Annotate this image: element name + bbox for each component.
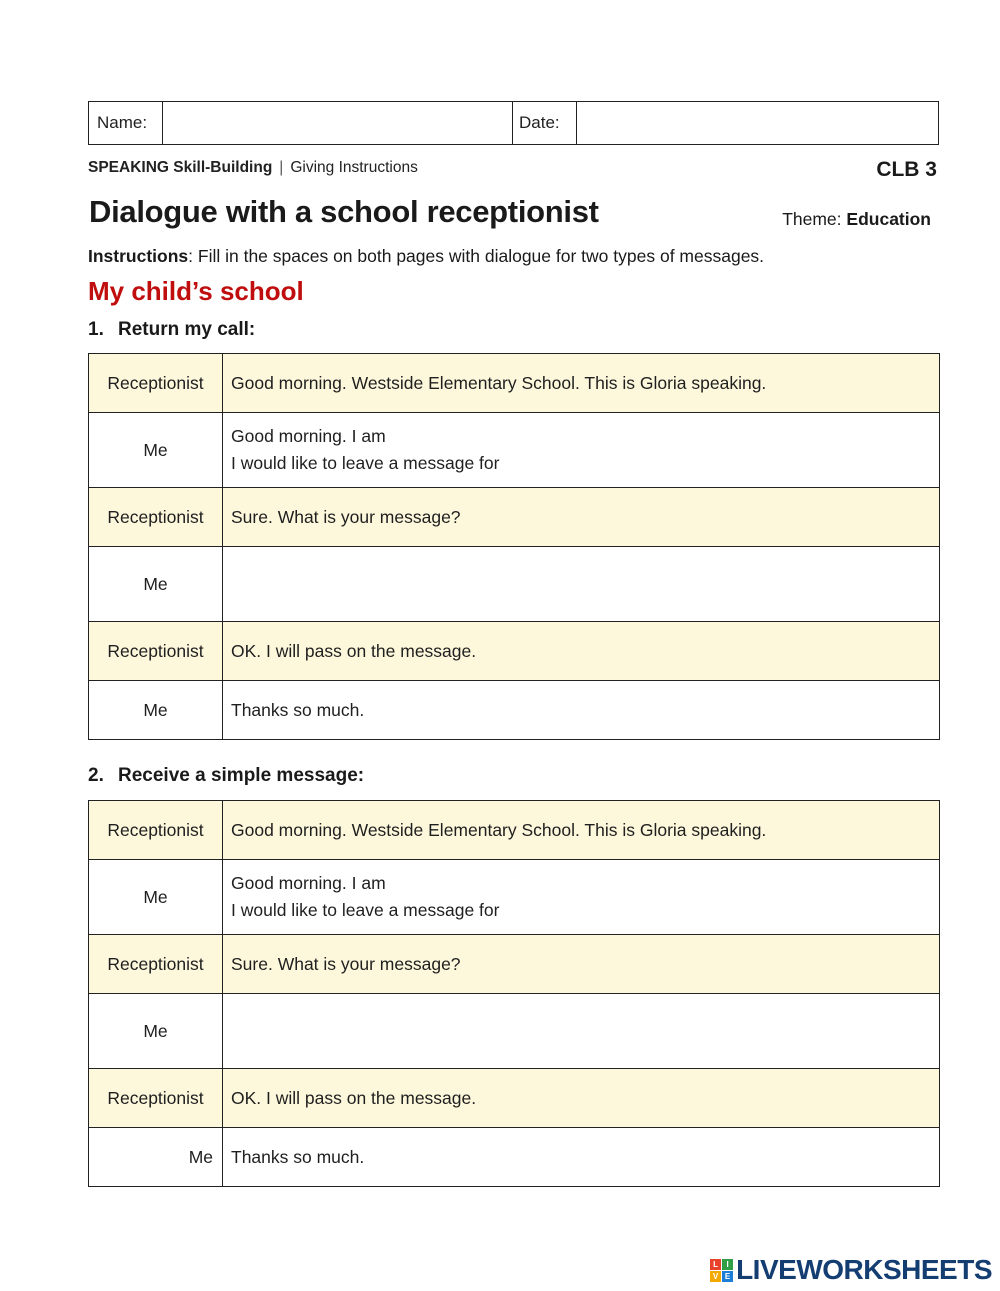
line-cell (223, 622, 940, 681)
dialogue-1-title: Return my call: (118, 319, 256, 340)
table-row (89, 1069, 940, 1128)
logo-letter: V (710, 1271, 721, 1282)
line-cell (223, 488, 940, 547)
line-text: Good morning. I am (231, 426, 386, 446)
dialogue-1-number: 1. (88, 319, 104, 340)
speaker-cell: Receptionist (89, 935, 223, 994)
table-row (89, 994, 940, 1069)
line-cell (223, 801, 940, 860)
line-text: Good morning. Westside Elementary School. This is Gloria speaking. (231, 819, 767, 840)
logo-text: LIVEWORKSHEETS (736, 1254, 992, 1285)
dialogue-2-number: 2. (88, 765, 104, 786)
speaker-cell: Receptionist (89, 801, 223, 860)
line-cell (223, 681, 940, 740)
table-row (89, 354, 940, 413)
table-row (89, 681, 940, 740)
dialogue-2-table (88, 800, 940, 1187)
skill-label: SPEAKING Skill-Building (88, 159, 273, 176)
name-field[interactable] (163, 102, 513, 144)
dialogue-2-heading (88, 765, 364, 787)
speaker-cell: Me (89, 1128, 223, 1187)
speaker-cell: Receptionist (89, 354, 223, 413)
line-text: Good morning. Westside Elementary School. This is Gloria speaking. (231, 372, 767, 393)
line-text: OK. I will pass on the message. (231, 1087, 477, 1108)
table-row (89, 622, 940, 681)
line-cell (223, 1069, 940, 1128)
name-label: Name: (89, 102, 163, 144)
liveworksheets-logo[interactable] (710, 1254, 992, 1286)
theme-label: Theme: (782, 209, 842, 229)
subheading-separator: | (279, 159, 284, 176)
logo-mark-icon (710, 1259, 733, 1282)
date-label: Date: (513, 102, 577, 144)
logo-letter: I (722, 1259, 733, 1270)
line-cell (223, 935, 940, 994)
line-text: Good morning. I am (231, 873, 386, 893)
line-text: OK. I will pass on the message. (231, 640, 477, 661)
topic-label: Giving Instructions (290, 159, 418, 176)
instructions-text: : Fill in the spaces on both pages with dialogue for two types of messages. (188, 246, 765, 266)
answer-cell[interactable] (223, 994, 940, 1069)
line-text: Thanks so much. (231, 699, 365, 720)
subheading (88, 159, 418, 177)
dialogue-2-title: Receive a simple message: (118, 765, 365, 786)
speaker-cell: Receptionist (89, 1069, 223, 1128)
answer-cell[interactable] (223, 547, 940, 622)
line-cell (223, 1128, 940, 1187)
dialogue-1-table (88, 353, 940, 740)
line-text: Sure. What is your message? (231, 953, 461, 974)
date-field[interactable] (577, 102, 938, 144)
table-row (89, 935, 940, 994)
speaker-cell: Receptionist (89, 622, 223, 681)
speaker-cell: Me (89, 413, 223, 488)
answer-cell[interactable] (223, 860, 940, 935)
table-row (89, 801, 940, 860)
section-title: My child’s school (88, 276, 304, 306)
dialogue-1-heading (88, 319, 255, 341)
table-row (89, 547, 940, 622)
table-row (89, 860, 940, 935)
level-badge: CLB 3 (876, 158, 937, 181)
answer-cell[interactable] (223, 413, 940, 488)
line-text: I would like to leave a message for (231, 900, 500, 920)
theme-value: Education (846, 209, 931, 229)
table-row (89, 413, 940, 488)
theme (782, 209, 931, 230)
logo-letter: L (710, 1259, 721, 1270)
logo-letter: E (722, 1271, 733, 1282)
speaker-cell: Me (89, 547, 223, 622)
table-row (89, 1128, 940, 1187)
name-date-box (88, 101, 939, 145)
page-title: Dialogue with a school receptionist (89, 194, 599, 229)
instructions (88, 246, 764, 267)
line-text: Thanks so much. (231, 1146, 365, 1167)
line-text: Sure. What is your message? (231, 506, 461, 527)
speaker-cell: Me (89, 860, 223, 935)
line-text: I would like to leave a message for (231, 453, 500, 473)
speaker-cell: Receptionist (89, 488, 223, 547)
speaker-cell: Me (89, 681, 223, 740)
line-cell (223, 354, 940, 413)
speaker-cell: Me (89, 994, 223, 1069)
instructions-label: Instructions (88, 246, 189, 266)
table-row (89, 488, 940, 547)
